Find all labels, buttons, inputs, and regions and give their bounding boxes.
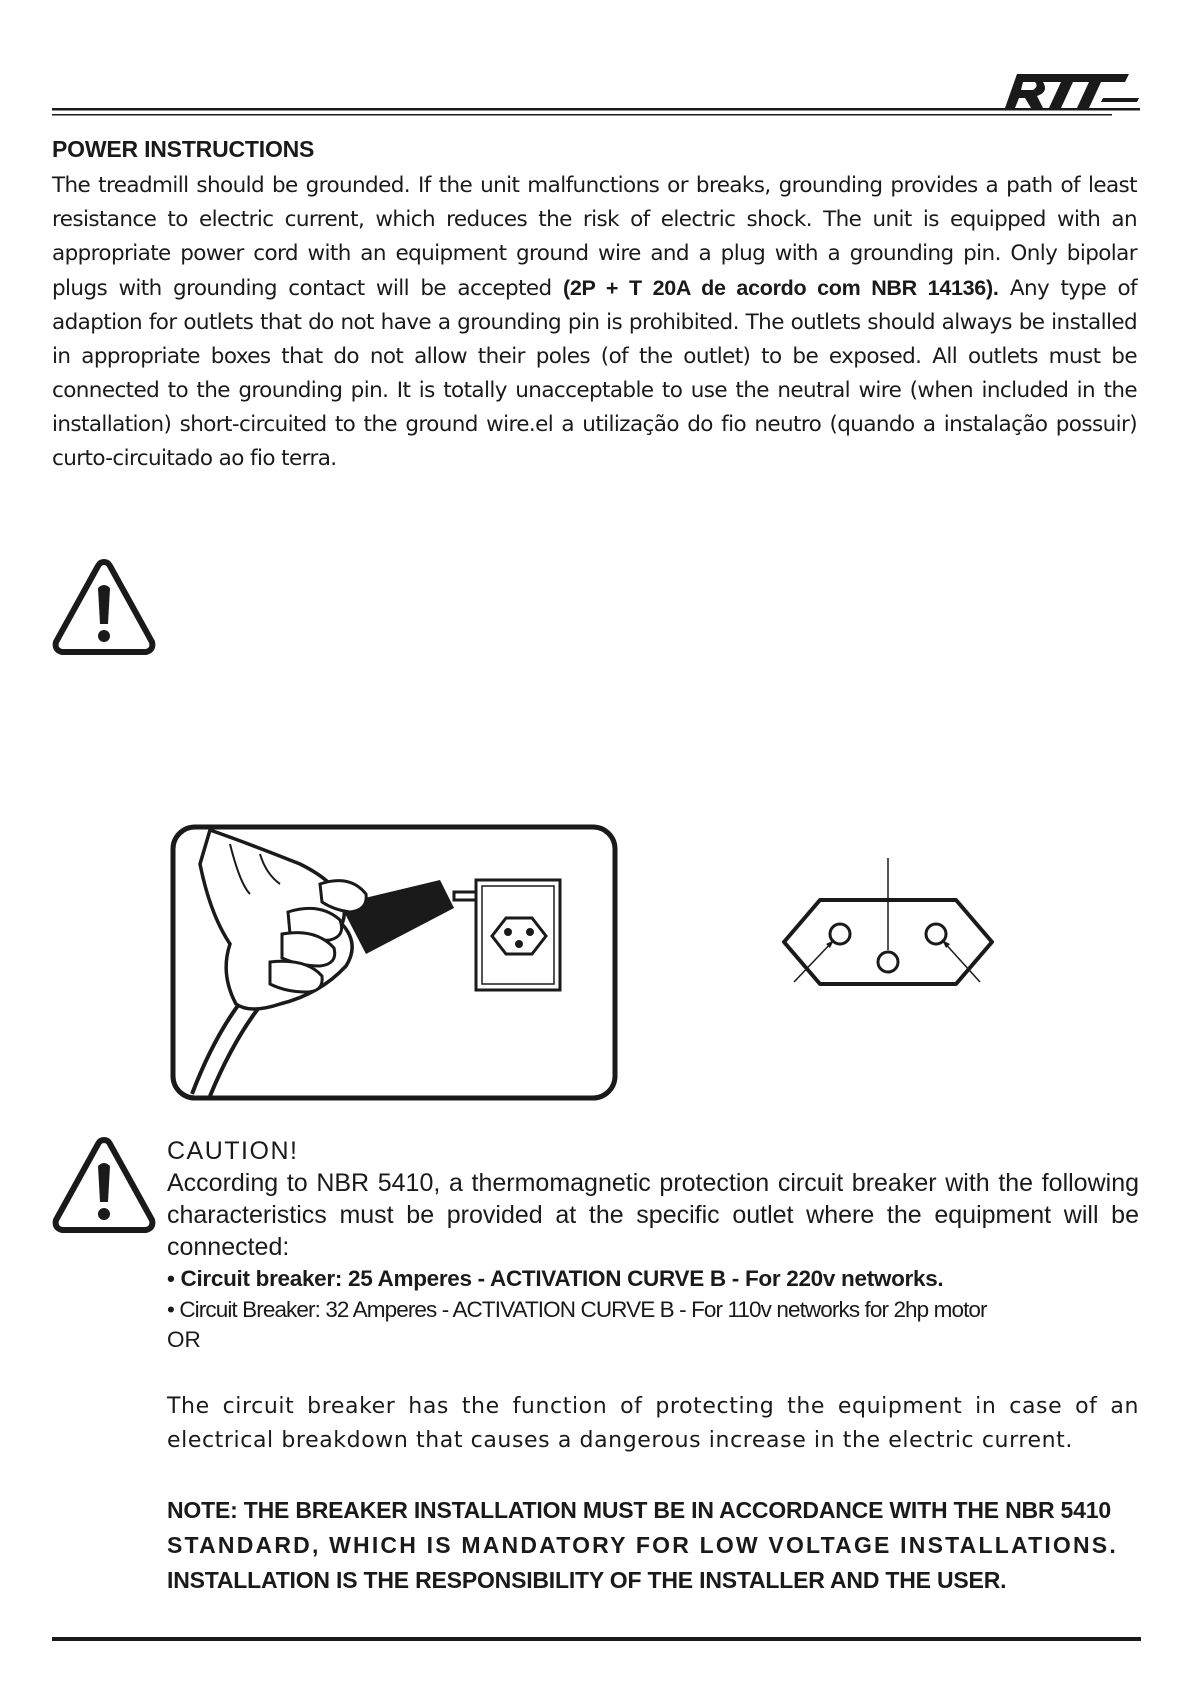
installation-note-line-2: STANDARD, WHICH IS MANDATORY FOR LOW VOLTAGE INSTALLATIONS. — [167, 1532, 1118, 1558]
plug-standard-spec: (2P + T 20A de acordo com NBR 14136). — [562, 276, 999, 300]
three-pin-socket-diagram — [780, 858, 996, 992]
caution-section — [167, 1135, 1139, 1355]
caution-title: CAUTION! — [167, 1137, 299, 1165]
plug-in-hand-illustration — [170, 824, 618, 1101]
warning-triangle-icon — [50, 1134, 158, 1236]
warning-triangle-icon — [50, 556, 158, 658]
breaker-spec-110v: • Circuit Breaker: 32 Amperes - ACTIVATION CURVE B - For 110v networks for 2hp motor — [167, 1297, 987, 1322]
breaker-spec-220v: • Circuit breaker: 25 Amperes - ACTIVATION CURVE B - For 220v networks. — [167, 1266, 944, 1291]
breaker-or-label: OR — [167, 1327, 201, 1352]
header-rule — [52, 108, 1140, 118]
caution-body: According to NBR 5410, a thermomagnetic protection circuit breaker with the following characteristics must be provided at the specific outlet where the equipment will be connected: — [167, 1169, 1139, 1261]
power-body-part1: The treadmill should be grounded. If the unit malfunctions or breaks, grounding provides a path of least resistance to electric current, which reduces the risk of electric shock. The unit is equipped with an appropriate power cord with an equipment ground wire and a plug with a grounding pin. Only bipolar plugs with grounding contact will be accepted — [52, 173, 1137, 301]
power-body-part2: Any type of adaption for outlets that do not have a grounding pin is prohibited. The outlets should always be installed in appropriate boxes that do not allow their poles (of the outlet) to be exposed. All outlets must be connected to the grounding pin. It is totally unacceptable to use the neutral wire (when included in the installation) short-circuited to the ground wire.el a utilização do fio neutro (quando a instalação possuir) curto-circuitado ao fio terra. — [52, 276, 1137, 471]
power-instructions-heading: POWER INSTRUCTIONS — [52, 136, 315, 162]
installation-note — [167, 1493, 1139, 1598]
breaker-function-note: The circuit breaker has the function of protecting the equipment in case of an electrical breakdown that causes a dangerous increase in the electric current. — [167, 1394, 1139, 1453]
installation-note-line-1: NOTE: THE BREAKER INSTALLATION MUST BE IN ACCORDANCE WITH THE NBR 5410 — [167, 1497, 1111, 1523]
power-instructions-body — [52, 169, 1137, 476]
installation-note-line-3: INSTALLATION IS THE RESPONSIBILITY OF THE INSTALLER AND THE USER. — [167, 1567, 1007, 1593]
footer-rule — [52, 1637, 1141, 1641]
